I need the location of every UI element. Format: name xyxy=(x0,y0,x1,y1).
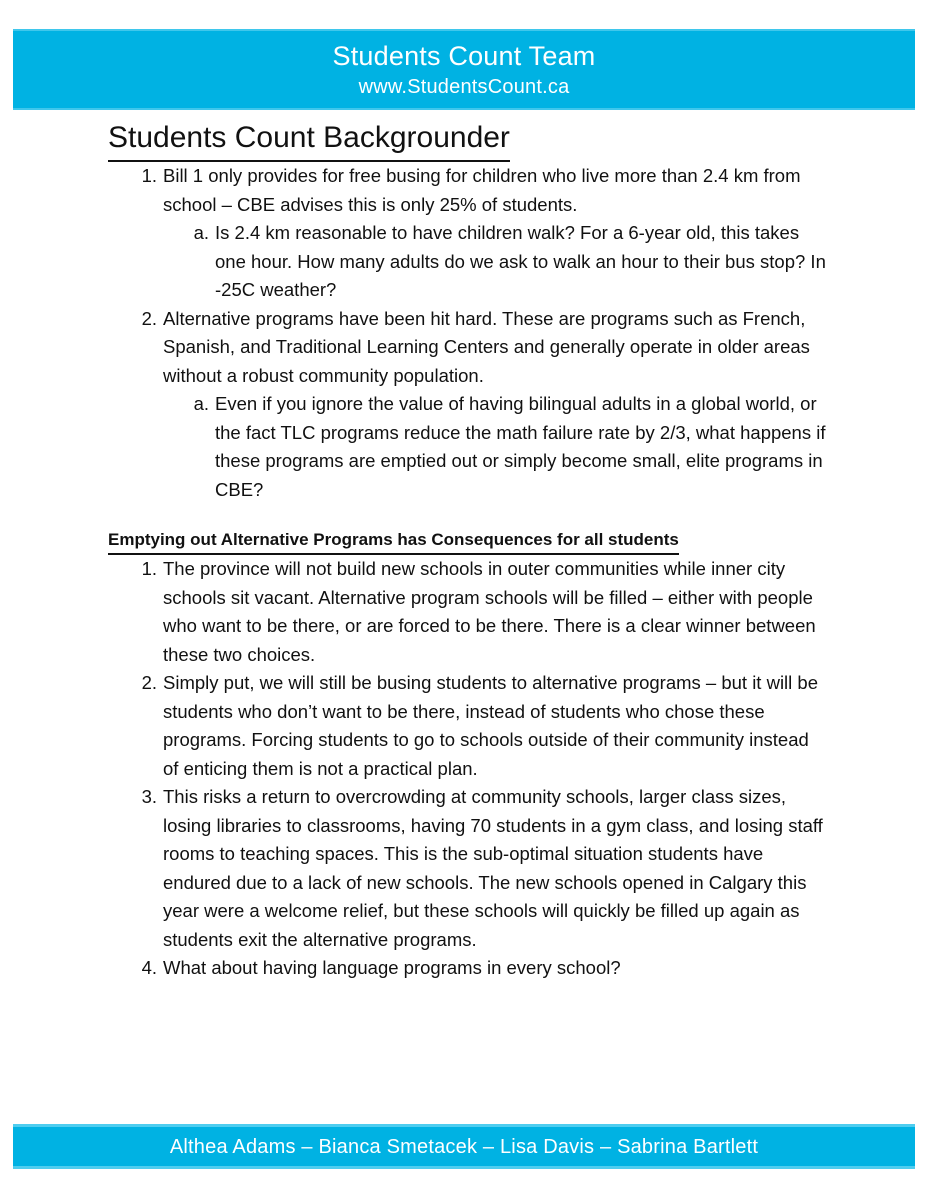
footer-author-names: Althea Adams – Bianca Smetacek – Lisa Davis – Sabrina Bartlett xyxy=(169,1135,759,1158)
list-item xyxy=(0,954,927,983)
document-body xyxy=(0,118,927,983)
banner-top-edge xyxy=(13,29,915,31)
page-footer-banner xyxy=(13,1124,915,1169)
footer-bottom-edge xyxy=(13,1166,915,1169)
list-item xyxy=(0,305,927,505)
list-two xyxy=(0,555,927,983)
list-marker: 1. xyxy=(141,558,157,579)
section-heading-text: Emptying out Alternative Programs has Consequences for all students xyxy=(108,528,679,555)
banner-bottom-edge xyxy=(13,108,915,110)
list-item-text: The province will not build new schools in outer communities while inner city schools sit vacant. Alternative program schools will be filled – either with people who want to be there, or are forced to be there. There is a clear winner between these two choices. xyxy=(163,558,816,665)
section-heading xyxy=(0,528,927,555)
sublist-marker: a. xyxy=(193,222,209,243)
sublist-item xyxy=(163,219,829,305)
page-header-banner xyxy=(13,29,915,110)
page-title xyxy=(0,118,927,162)
list-marker: 2. xyxy=(141,307,157,329)
header-title: Students Count Team xyxy=(332,40,596,71)
list-marker: 2. xyxy=(141,672,157,693)
sublist xyxy=(163,390,829,504)
sublist-item-text: Is 2.4 km reasonable to have children walk? For a 6-year old, this takes one hour. How many adults do we ask to walk an hour to their bus stop? In -25C weather? xyxy=(215,222,826,300)
list-item-text: Alternative programs have been hit hard. These are programs such as French, Spanish, and Traditional Learning Centers and generally operate in older areas without a robust community population. xyxy=(163,307,810,386)
sublist-item-text: Even if you ignore the value of having bilingual adults in a global world, or the fact TLC programs reduce the math failure rate by 2/3, what happens if these programs are emptied out or simply become small, elite programs in CBE? xyxy=(215,393,826,500)
list-item-text: Simply put, we will still be busing students to alternative programs – but it will be students who don’t want to be there, instead of students who chose these programs. Forcing students to go to schools outside of their community instead of enticing them is not a practical plan. xyxy=(163,672,818,779)
list-one xyxy=(0,162,927,504)
list-marker: 1. xyxy=(141,165,157,186)
page-title-text: Students Count Backgrounder xyxy=(108,118,510,162)
sublist xyxy=(163,219,829,305)
list-marker: 4. xyxy=(141,957,157,978)
list-item xyxy=(0,555,927,669)
list-item xyxy=(0,162,927,305)
list-item xyxy=(0,669,927,783)
list-marker: 3. xyxy=(141,786,157,807)
sublist-item xyxy=(163,390,829,504)
footer-top-edge xyxy=(13,1124,915,1127)
header-website-url: www.StudentsCount.ca xyxy=(358,75,570,98)
list-item xyxy=(0,783,927,954)
sublist-marker: a. xyxy=(193,393,209,414)
list-item-text: This risks a return to overcrowding at community schools, larger class sizes, losing libraries to classrooms, having 70 students in a gym class, and losing staff rooms to teaching spaces. This is the sub-optimal situation students have endured due to a lack of new schools. The new schools opened in Calgary this year were a welcome relief, but these schools will quickly be filled up again as students exit the alternative programs. xyxy=(163,786,823,950)
list-item-text: Bill 1 only provides for free busing for children who live more than 2.4 km from school – CBE advises this is only 25% of students. xyxy=(163,165,801,215)
list-item-text: What about having language programs in every school? xyxy=(163,957,621,978)
